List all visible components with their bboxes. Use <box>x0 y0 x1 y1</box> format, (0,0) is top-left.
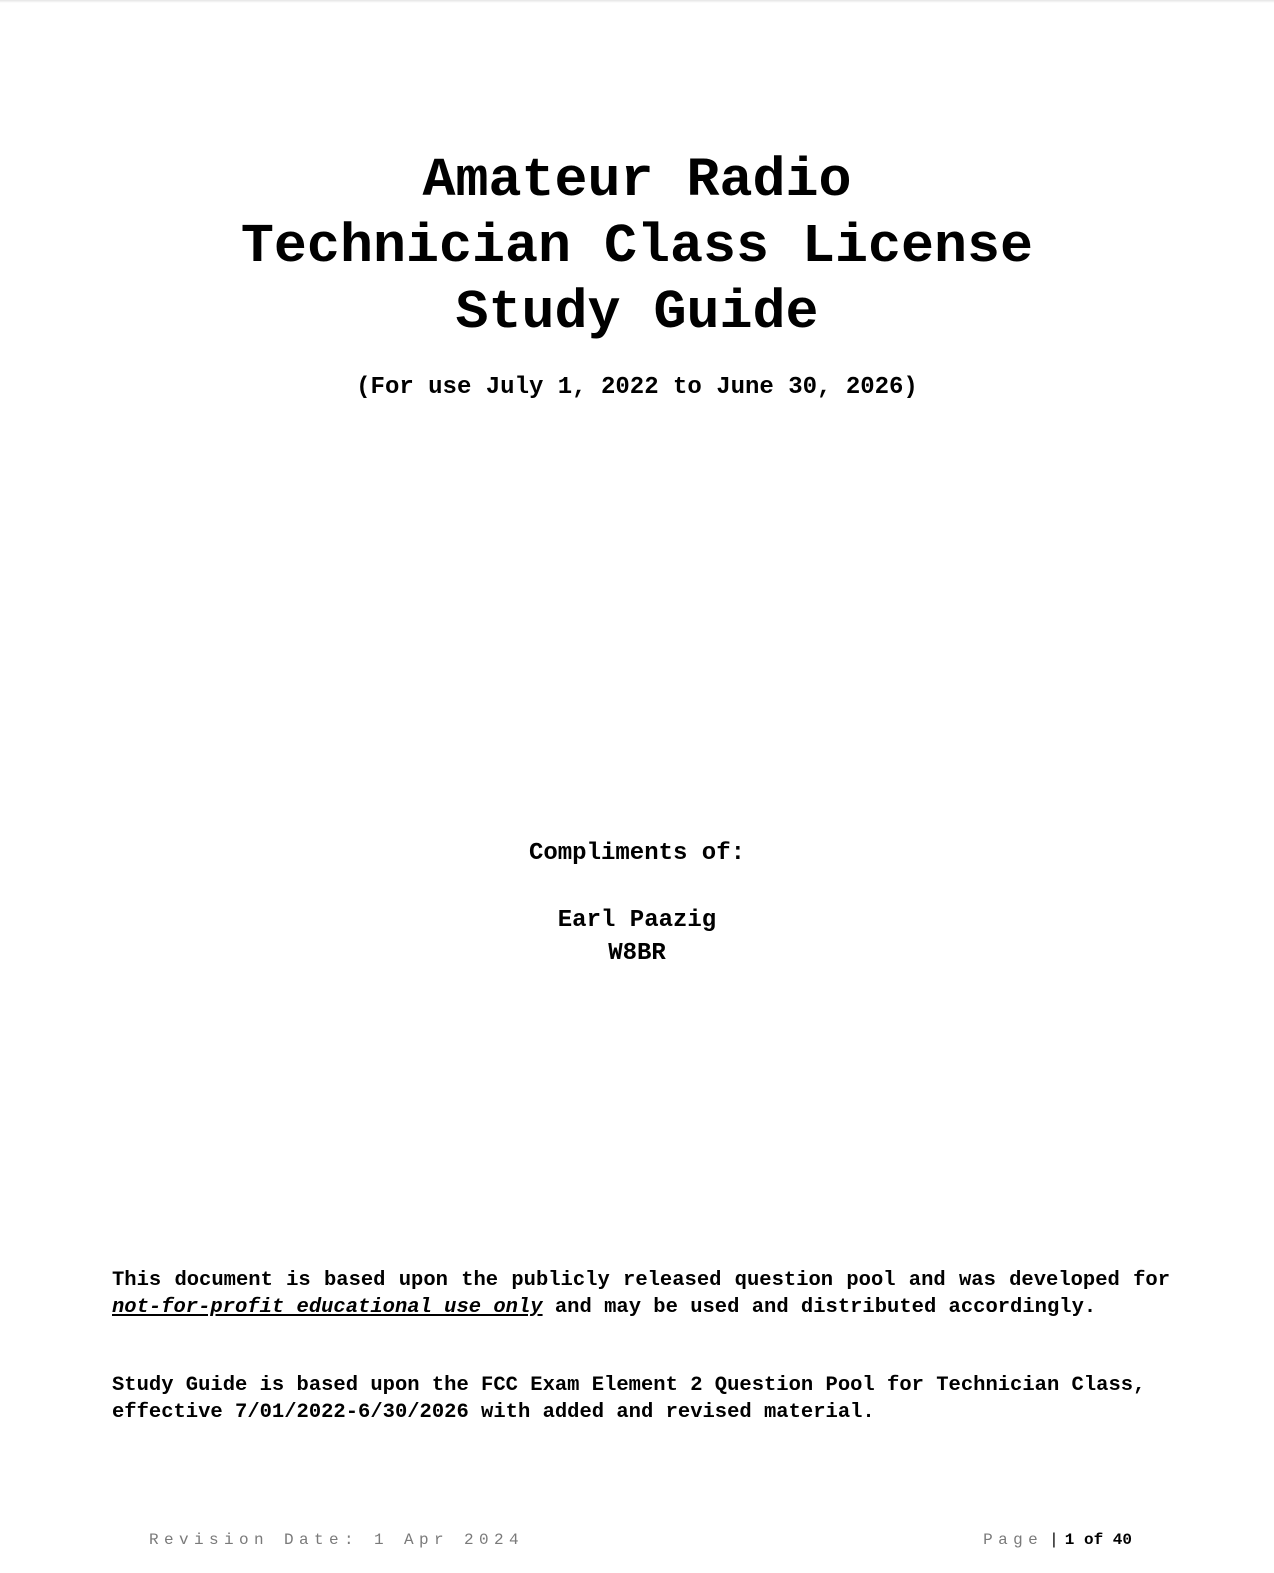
usage-notice <box>112 1268 1170 1321</box>
usage-notice-text: This document is based upon the publicly released question pool and was developed for <box>112 1269 1170 1292</box>
author-name: Earl Paazig <box>557 907 717 934</box>
title-line-2: Technician Class License <box>240 215 1034 278</box>
page-separator: | <box>1049 1531 1059 1549</box>
author-callsign: W8BR <box>608 940 666 967</box>
author-block <box>0 904 1274 970</box>
page-label: Page <box>983 1531 1044 1549</box>
document-title <box>0 148 1274 346</box>
top-edge-shadow <box>0 0 1274 3</box>
page-number <box>983 1531 1132 1549</box>
usage-notice-emphasis: not-for-profit educational use only <box>112 1295 543 1319</box>
page-count: 1 of 40 <box>1064 1531 1132 1549</box>
usage-notice-tail: and may be used and distributed accordingly. <box>542 1295 1097 1319</box>
title-line-1: Amateur Radio <box>422 149 852 212</box>
revision-date: Revision Date: 1 Apr 2024 <box>149 1531 525 1549</box>
question-pool-note: Study Guide is based upon the FCC Exam Element 2 Question Pool for Technician Class, effective 7/01/2022-6/30/2026 with added and revised material. <box>112 1374 1146 1424</box>
compliments-label: Compliments of: <box>528 840 746 867</box>
title-line-3: Study Guide <box>455 281 819 344</box>
validity-period: (For use July 1, 2022 to June 30, 2026) <box>356 374 918 401</box>
